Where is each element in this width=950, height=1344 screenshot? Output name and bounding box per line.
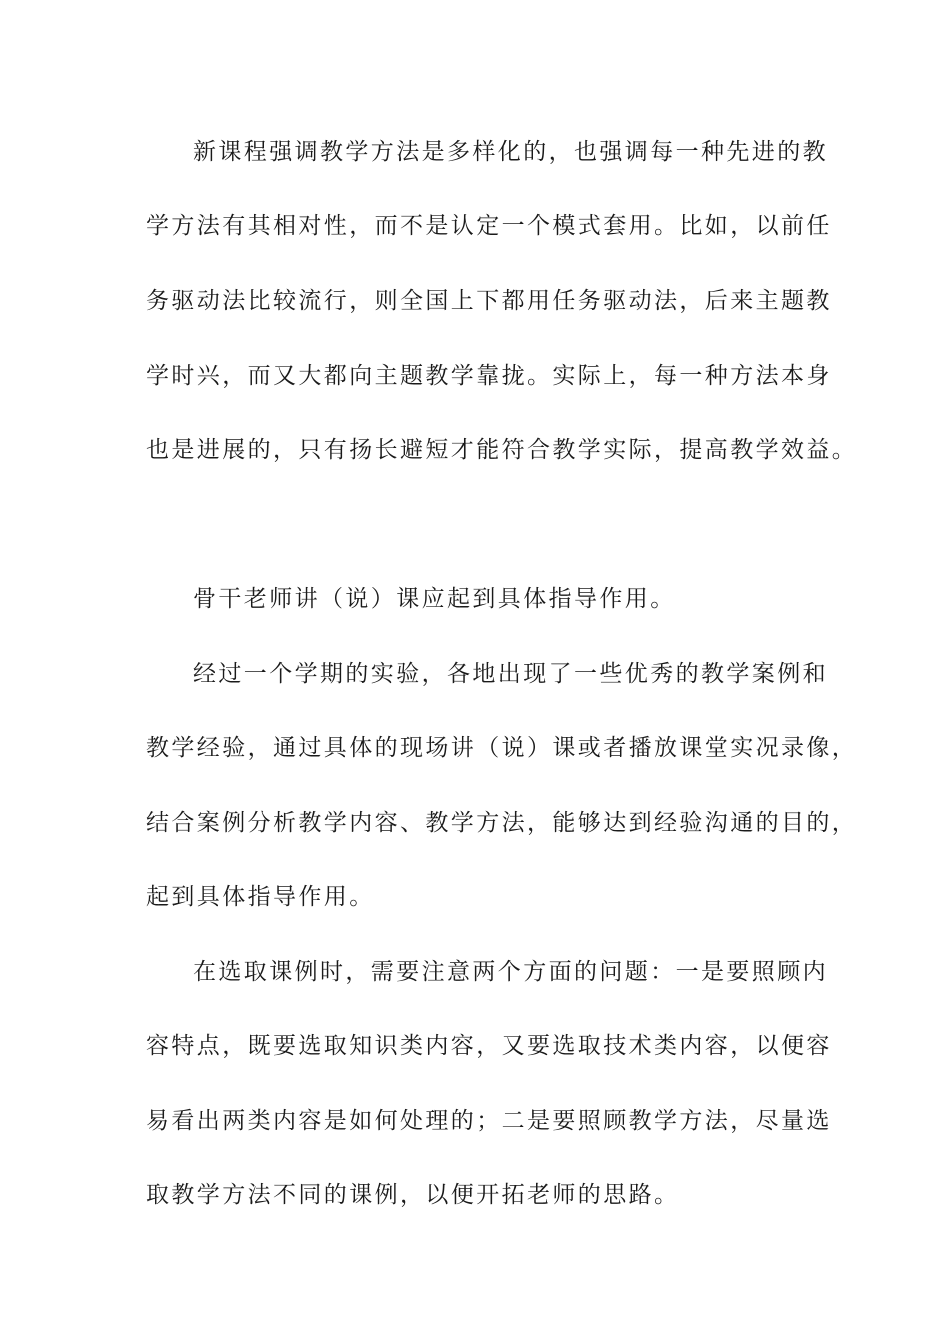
paragraph-3-line-2: 教学经验，通过具体的现场讲（说）课或者播放课堂实况录像， xyxy=(146,735,858,761)
paragraph-1-line-5: 也是进展的，只有扬长避短才能符合教学实际，提高教学效益。 xyxy=(146,437,858,463)
paragraph-1-line-1: 新课程强调教学方法是多样化的，也强调每一种先进的教 xyxy=(193,139,828,165)
paragraph-4-line-2: 容特点，既要选取知识类内容，又要选取技术类内容，以便容 xyxy=(146,1033,832,1059)
paragraph-3-line-1: 经过一个学期的实验，各地出现了一些优秀的教学案例和 xyxy=(193,661,828,687)
paragraph-1-line-4: 学时兴，而又大都向主题教学靠拢。实际上，每一种方法本身 xyxy=(146,363,832,389)
paragraph-4-line-1: 在选取课例时，需要注意两个方面的问题：一是要照顾内 xyxy=(193,959,828,985)
paragraph-3-line-3: 结合案例分析教学内容、教学方法，能够达到经验沟通的目的， xyxy=(146,810,858,836)
paragraph-2-line-1: 骨干老师讲（说）课应起到具体指导作用。 xyxy=(193,586,676,612)
paragraph-1-line-2: 学方法有其相对性，而不是认定一个模式套用。比如，以前任 xyxy=(146,213,832,239)
paragraph-4-line-4: 取教学方法不同的课例，以便开拓老师的思路。 xyxy=(146,1182,680,1208)
paragraph-4-line-3: 易看出两类内容是如何处理的；二是要照顾教学方法，尽量选 xyxy=(146,1108,832,1134)
paragraph-1-line-3: 务驱动法比较流行，则全国上下都用任务驱动法，后来主题教 xyxy=(146,288,832,314)
paragraph-3-line-4: 起到具体指导作用。 xyxy=(146,884,375,910)
